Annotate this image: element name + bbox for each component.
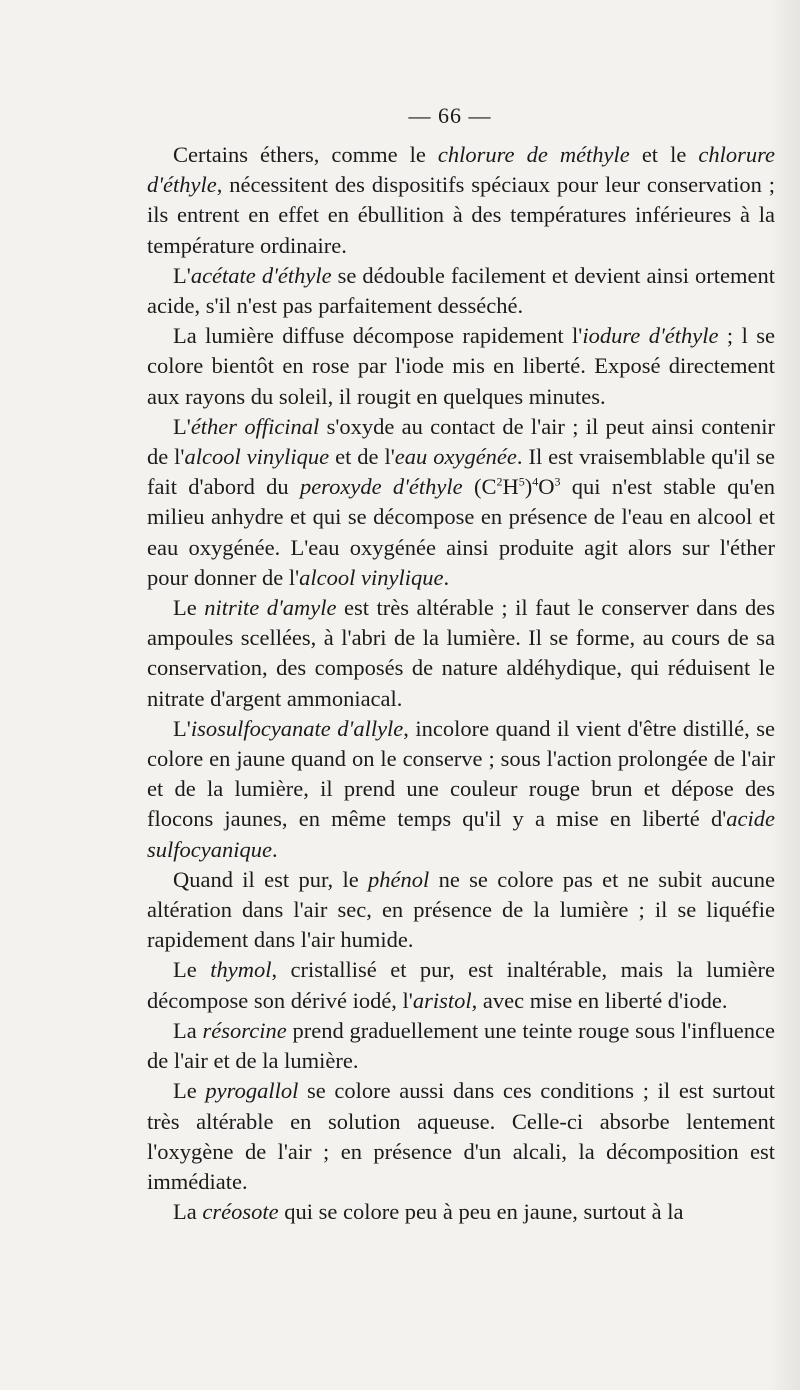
paragraph xyxy=(147,261,775,321)
paragraph xyxy=(147,1197,775,1227)
paragraph xyxy=(147,412,775,593)
page-number: — 66 — xyxy=(408,103,492,128)
italic-term: nitrite d'amyle xyxy=(204,595,337,621)
text-run: ) xyxy=(524,474,533,500)
italic-term: acide sulfocyanique xyxy=(147,806,775,862)
text-run: Le xyxy=(173,595,205,621)
text-run: . xyxy=(443,564,450,590)
text-run: ne se colore pas et ne subit aucune altération dans l'air sec, en présence de la lumière ; il se liquéfie rapidement dans l'air humide. xyxy=(147,866,775,953)
text-run: . xyxy=(271,836,278,862)
text-run: et le xyxy=(629,142,699,167)
paragraph xyxy=(147,1076,775,1197)
body-text xyxy=(147,140,775,1227)
italic-term: peroxyde d'éthyle xyxy=(299,474,463,500)
paragraph xyxy=(147,321,775,412)
text-run: L' xyxy=(173,715,191,741)
text-run: L' xyxy=(173,413,191,439)
superscript: 2 xyxy=(496,474,503,489)
text-run: s'oxyde au contact de l'air ; il peut ainsi contenir de l' xyxy=(147,413,775,470)
text-run: La xyxy=(173,1199,203,1225)
superscript: 3 xyxy=(554,474,561,489)
italic-term: créosote xyxy=(202,1199,279,1225)
italic-term: acétate d'éthyle xyxy=(190,262,332,288)
text-run: Le xyxy=(173,957,211,983)
text-run: qui n'est stable qu'en milieu anhydre et qui se décompose en présence de l'eau en alcool et eau oxygénée. L'eau oxygénée ainsi produite agit alors sur l'éther pour donner de l' xyxy=(147,474,775,590)
text-run: La xyxy=(173,1017,203,1043)
text-run: O xyxy=(538,474,555,500)
paragraph xyxy=(147,140,775,261)
paragraph xyxy=(147,865,775,956)
italic-term: éther officinal xyxy=(190,413,320,439)
paragraph xyxy=(147,1016,775,1076)
text-run: se colore aussi dans ces conditions ; il est surtout très altérable en solution aqueuse. Celle-ci absorbe lentement l'oxygène de l'air ; en présence d'un alcali, la décomposition est immédiate. xyxy=(147,1078,775,1194)
text-run: se dédouble facilement et devient ainsi ortement acide, s'il n'est pas parfaitement desséché. xyxy=(147,262,775,319)
text-run: , avec mise en liberté d'iode. xyxy=(471,987,728,1013)
text-run: qui se colore peu à peu en jaune, surtout à la xyxy=(278,1199,684,1225)
superscript: 4 xyxy=(532,474,539,489)
italic-term: alcool vinylique xyxy=(184,444,330,470)
italic-term: iodure d'éthyle xyxy=(582,323,719,349)
italic-term: eau oxygénée xyxy=(394,444,517,470)
paragraph xyxy=(147,593,775,714)
text-run: H xyxy=(502,474,519,500)
paragraph xyxy=(147,955,775,1015)
paragraph xyxy=(147,714,775,865)
text-run: , cristallisé et pur, est inaltérable, mais la lumière décompose son dérivé iodé, l' xyxy=(147,957,775,1013)
text-run: ; l se colore bientôt en rose par l'iode mis en liberté. Exposé directement aux rayons du soleil, il rougit en quelques minutes. xyxy=(147,323,775,409)
italic-term: alcool vinylique xyxy=(299,564,444,590)
italic-term: chlorure d'éthyle xyxy=(147,142,775,198)
italic-term: résorcine xyxy=(202,1017,287,1043)
italic-term: pyrogallol xyxy=(205,1078,299,1104)
italic-term: aristol xyxy=(412,987,472,1013)
italic-term: chlorure de méthyle xyxy=(437,142,630,167)
text-run: (C xyxy=(462,474,497,500)
text-run: Quand il est pur, le xyxy=(173,866,369,892)
text-run: , nécessitent des dispositifs spéciaux pour leur conservation ; ils entrent en effet en ébullition à des températures inférieures à la température ordinaire. xyxy=(147,172,775,258)
superscript: 5 xyxy=(518,474,525,489)
text-run: L' xyxy=(173,262,191,288)
text-run: Certains éthers, comme le xyxy=(173,142,438,167)
text-run: Le xyxy=(173,1078,206,1104)
italic-term: phénol xyxy=(368,866,430,892)
text-run: prend graduellement une teinte rouge sous l'influence de l'air et de la lumière. xyxy=(147,1017,776,1074)
italic-term: isosulfocyanate d'allyle xyxy=(190,715,404,741)
text-run: , incolore quand il vient d'être distillé, se colore en jaune quand on le conserve ; sous l'action prolongée de l'air et de la lumière, il prend une couleur rouge brun et dépose des flocons jaunes, en même temps qu'il y a mise en liberté d' xyxy=(147,715,775,832)
text-run: . Il est vraisemblable qu'il se fait d'abord du xyxy=(147,444,776,500)
italic-term: thymol xyxy=(210,957,272,983)
text-run: est très altérable ; il faut le conserver dans des ampoules scellées, à l'abri de la lumière. Il se forme, au cours de sa conservation, des composés de nature aldéhydique, qui réduisent le nitrate d'argent ammoniacal. xyxy=(147,595,775,711)
text-run: La lumière diffuse décompose rapidement l' xyxy=(173,323,583,349)
text-run: et de l' xyxy=(329,444,395,470)
